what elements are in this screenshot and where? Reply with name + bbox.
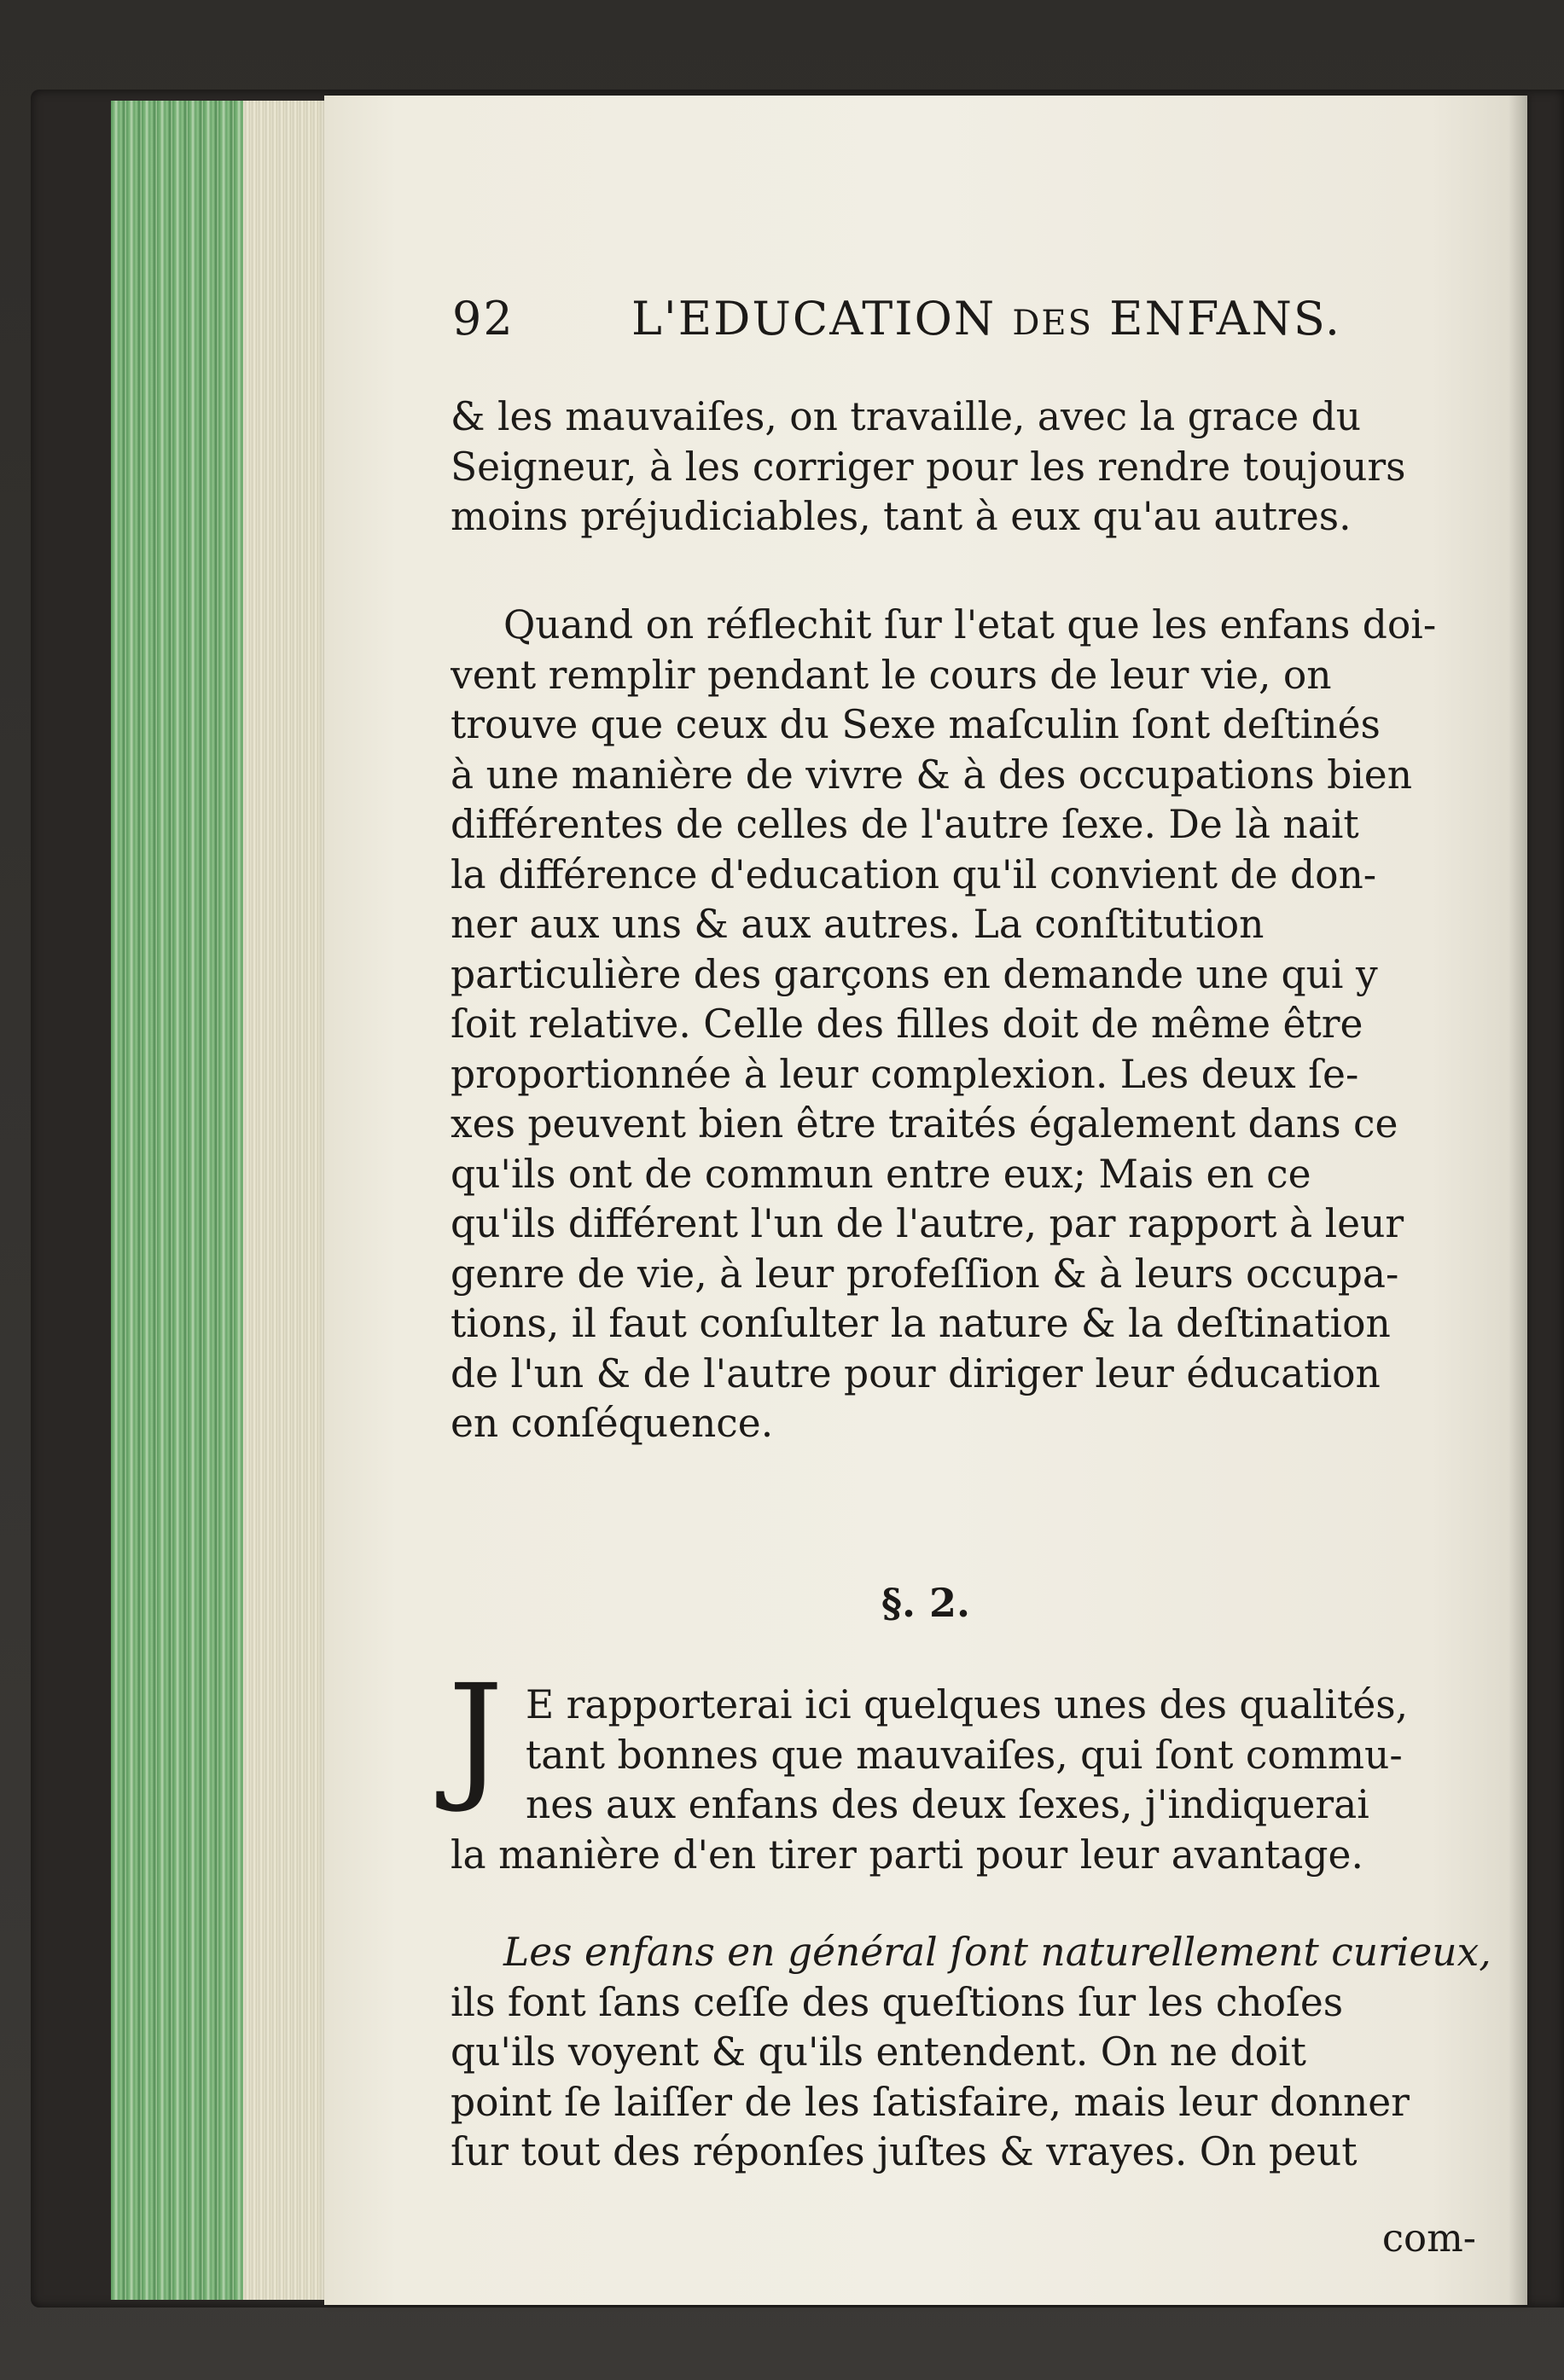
text-line: trouve que ceux du Sexe maſculin ſont deſtinés	[451, 702, 1381, 747]
text-line: qu'ils différent l'un de l'autre, par rapport à leur	[451, 1201, 1404, 1246]
text-line: vent remplir pendant le cours de leur vie, on	[451, 652, 1332, 698]
text-line: en conſéquence.	[451, 1401, 774, 1446]
text-line: nes aux enfans des deux ſexes, j'indiquerai	[526, 1782, 1369, 1827]
text-line: moins préjudiciables, tant à eux qu'au autres.	[451, 494, 1352, 539]
paragraph-1	[451, 392, 1493, 543]
text-line: proportionnée à leur complexion. Les deux ſe-	[451, 1051, 1359, 1097]
book-page	[324, 96, 1527, 2305]
text-line: ſur tout des réponſes juſtes & vrayes. On peut	[451, 2129, 1358, 2174]
catchword: com-	[1381, 2215, 1476, 2261]
text-line: différentes de celles de l'autre ſexe. De là nait	[451, 802, 1359, 847]
page-number: 92	[452, 292, 515, 345]
text-line: la manière d'en tirer parti pour leur avantage.	[451, 1831, 1363, 1878]
running-head	[631, 292, 1341, 345]
text-line: la différence d'education qu'il convient de don-	[451, 851, 1377, 897]
running-head-small: DES	[1012, 304, 1093, 343]
text-line: tions, il faut conſulter la nature & la deſtination	[451, 1301, 1391, 1346]
text-line: qu'ils voyent & qu'ils entendent. On ne doit	[451, 2029, 1306, 2075]
text-line: qu'ils ont de commun entre eux; Mais en ce	[451, 1151, 1311, 1197]
text-line: point ſe laiſſer de les ſatisfaire, mais leur donner	[451, 2079, 1410, 2125]
italic-lead-line: Les enfans en général ſont naturellement curieux,	[503, 1930, 1491, 1975]
paragraph-3	[451, 1681, 1493, 1880]
text-line: ner aux uns & aux autres. La conſtitution	[451, 902, 1265, 947]
text-line: Seigneur, à les corriger pour les rendre toujours	[451, 444, 1406, 490]
page-header	[452, 292, 1476, 360]
section-heading: §. 2.	[881, 1580, 971, 1626]
text-line: & les mauvaiſes, on travaille, avec la grace du	[451, 394, 1362, 439]
paragraph-2	[451, 601, 1493, 1449]
running-head-part1: L'EDUCATION	[631, 292, 1013, 345]
paragraph-4	[451, 1928, 1493, 2178]
text-line: ils font ſans ceſſe des queſtions ſur les choſes	[451, 1979, 1344, 2025]
drop-cap: J	[448, 1656, 503, 1816]
text-line: genre de vie, à leur profeſſion & à leurs occupa-	[451, 1251, 1399, 1297]
text-line: ſoit relative. Celle des filles doit de même être	[451, 1001, 1363, 1047]
text-line: xes peuvent bien être traités également dans ce	[451, 1101, 1398, 1146]
text-line: Quand on réflechit ſur l'etat que les enfans doi-	[503, 602, 1437, 647]
text-line: de l'un & de l'autre pour diriger leur éducation	[451, 1350, 1381, 1396]
text-line: tant bonnes que mauvaiſes, qui ſont commu-	[526, 1732, 1403, 1778]
text-line: à une manière de vivre & à des occupations bien	[451, 752, 1412, 798]
text-line: E rapporterai ici quelques unes des qualités,	[526, 1682, 1409, 1727]
text-line: particulière des garçons en demande une qui y	[451, 951, 1378, 997]
running-head-part2: ENFANS.	[1093, 292, 1342, 345]
page-edges-light	[243, 101, 328, 2300]
